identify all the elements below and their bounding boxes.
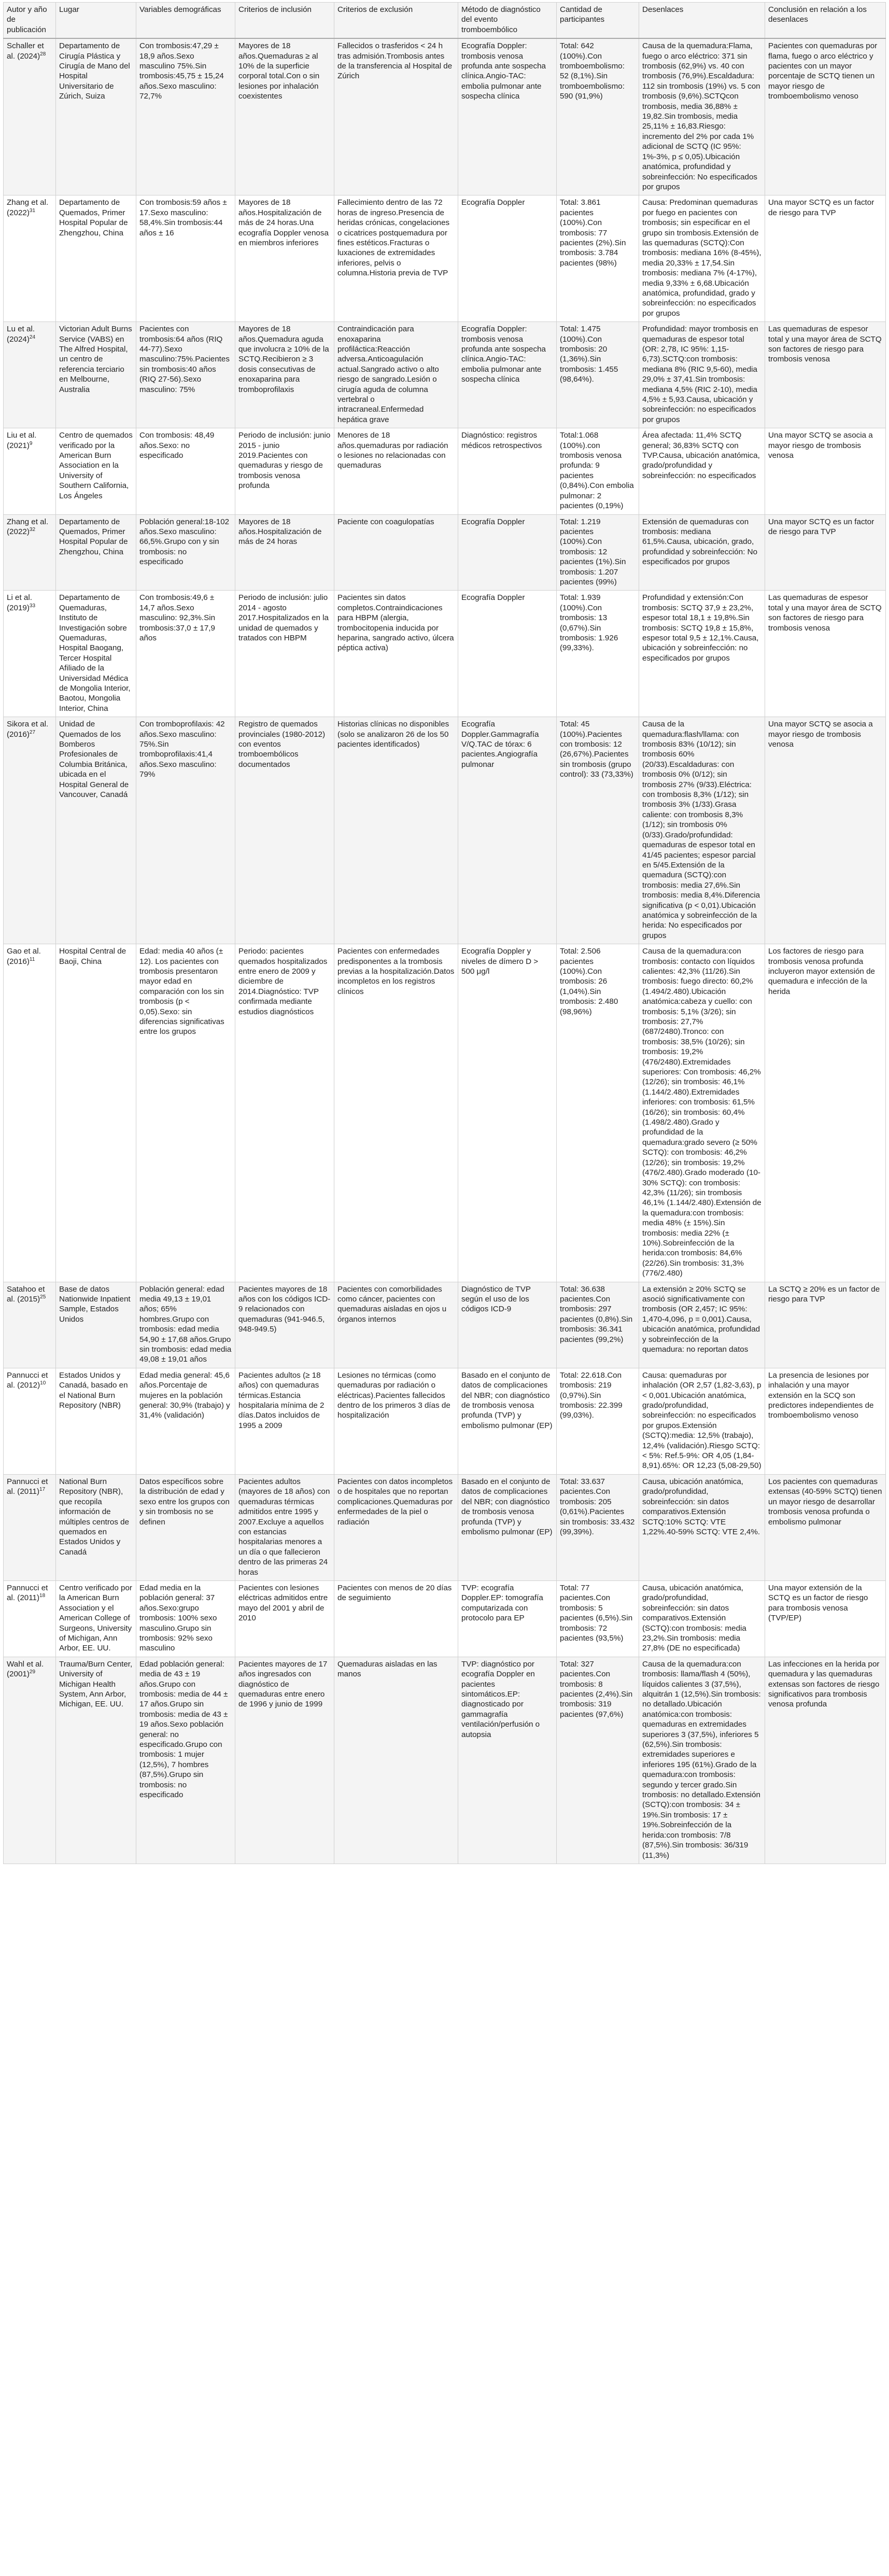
cell-outcomes: Profundidad y extensión:Con trombosis: SCTQ 37,9 ± 23,2%, espesor total 18,1 ± 19,8%.Sin trombosis: SCTQ 19,8 ± 15,8%, espesor total 9,5 ± 12,1%.Causa, ubicación y sobreinfección: no especificados por grupos bbox=[639, 591, 765, 717]
cell-conclusion: Una mayor SCTQ es un factor de riesgo para TVP bbox=[765, 195, 886, 322]
cell-inclusion: Periodo de inclusión: julio 2014 - agosto 2017.Hospitalizados en la unidad de quemados y tratados con HBPM bbox=[235, 591, 334, 717]
cell-participants: Total: 642 (100%).Con tromboembolismo: 52 (8,1%).Sin tromboembolismo: 590 (91,9%) bbox=[557, 38, 639, 195]
cell-place: Estados Unidos y Canadá, basado en el National Burn Repository (NBR) bbox=[56, 1368, 136, 1474]
cell-participants: Total:1.068 (100%).con trombosis venosa profunda: 9 pacientes (0,84%).Con embolia pulmonar: 2 pacientes (0,19%) bbox=[557, 428, 639, 514]
cell-inclusion: Mayores de 18 años.Hospitalización de más de 24 horas bbox=[235, 514, 334, 591]
header-place: Lugar bbox=[56, 3, 136, 39]
header-inclusion: Criterios de inclusión bbox=[235, 3, 334, 39]
cell-outcomes: Causa de la quemadura:con trombosis: contacto con líquidos calientes: 42,3% (11/26).Sin trombosis: fuego directo: 60,2% (1.494/2.480).Ubicación anatómica:cabeza y cuello: con trombosis: 5,1% (3/26); sin trombosis: 27,7% (687/2480).Tronco: con trombosis: 38,5% (10/26); sin trombosis: 19,2% (476/2480).Extremidades superiores: Con trombosis: 46,2% (12/26); sin trombosis: 46,1% (1.144/2.480).Extremidades inferiores: con trombosis: 61,5% (16/26); sin trombosis: 60,4% (1.498/2.480).Grado y profundidad de la quemadura:grado severo (≥ 50% SCTQ): con trombosis: 46,2% (12/26); sin trombosis: 19,2% (476/2.480).Grado moderado (10-30% SCTQ): con trombosis: 42,3% (11/26); sin trombosis 46,1% (1.144/2.480).Extensión de la quemadura:con trombosis: media 48% (± 15%).Sin trombosis: media 22% (± 10%).Sobreinfección de la herida:con trombosis: 84,6% (22/26).Sin trombosis: 31,3% (776/2.480) bbox=[639, 944, 765, 1282]
cell-inclusion: Pacientes con lesiones eléctricas admitidos entre mayo del 2001 y abril de 2010 bbox=[235, 1580, 334, 1657]
cell-outcomes: Causa de la quemadura:flash/llama: con trombosis 83% (10/12); sin trombosis 60% (20/33).Escaldaduras: con trombosis 0% (0/12); sin trombosis 27% (9/33).Eléctrica: con trombosis 8,3% (1/12); sin trombosis 3% (1/33).Grasa caliente: con trombosis 8,3% (1/12); sin trombosis 0% (0/33).Grado/profundidad: quemaduras de espesor total en 41/45 pacientes; espesor parcial en 5/45.Extensión de la quemadura (SCTQ):con trombosis: media 27,6%.Sin trombosis: media 8,4%.Diferencia significativa (p < 0,01).Ubicación anatómica y sobreinfección de la herida: No especificados por grupos bbox=[639, 717, 765, 944]
cell-demographics: Con trombosis:59 años ± 17.Sexo masculino: 58,4%.Sin trombosis:44 años ± 16 bbox=[136, 195, 235, 322]
cell-inclusion: Registro de quemados provinciales (1980-2012) con eventos tromboembólicos documentados bbox=[235, 717, 334, 944]
cell-conclusion: Los pacientes con quemaduras extensas (40-59% SCTQ) tienen un mayor riesgo de desarrollar trombosis venosa profunda o embolismo pulmonar bbox=[765, 1474, 886, 1580]
cell-method: Ecografía Doppler: trombosis venosa profunda ante sospecha clínica.Angio-TAC: embolia pulmonar ante sospecha clínica bbox=[458, 38, 557, 195]
reference-number: 28 bbox=[40, 51, 46, 57]
cell-exclusion: Fallecidos o trasferidos < 24 h tras admisión.Trombosis antes de la transferencia al Hospital de Zúrich bbox=[334, 38, 458, 195]
cell-participants: Total: 45 (100%).Pacientes con trombosis: 12 (26,67%).Pacientes sin trombosis (grupo control): 33 (73,33%) bbox=[557, 717, 639, 944]
cell-place: Departamento de Quemados, Primer Hospital Popular de Zhengzhou, China bbox=[56, 514, 136, 591]
cell-inclusion: Mayores de 18 años.Hospitalización de más de 24 horas.Una ecografía Doppler venosa en miembros inferiores bbox=[235, 195, 334, 322]
cell-participants: Total: 3.861 pacientes (100%).Con trombosis: 77 pacientes (2%).Sin trombosis: 3.784 pacientes (98%) bbox=[557, 195, 639, 322]
cell-method: Ecografía Doppler.Gammagrafía V/Q.TAC de tórax: 6 pacientes.Angiografía pulmonar bbox=[458, 717, 557, 944]
cell-conclusion: Una mayor SCTQ se asocia a mayor riesgo de trombosis venosa bbox=[765, 428, 886, 514]
cell-place: Base de datos Nationwide Inpatient Sample, Estados Unidos bbox=[56, 1282, 136, 1368]
cell-outcomes: Extensión de quemaduras con trombosis: mediana 61,5%.Causa, ubicación, grado, profundidad y sobreinfección: No especificados por grupos bbox=[639, 514, 765, 591]
author-text: Wahl et al. (2001) bbox=[7, 1659, 44, 1679]
cell-demographics: Edad población general: media de 43 ± 19 años.Grupo con trombosis: media de 44 ± 17 años.Grupo sin trombosis: media de 43 ± 19 años.Sexo población general: no especificado.Grupo con trombosis: 1 mujer (12,5%), 7 hombres (87,5%).Grupo sin trombosis: no especificado bbox=[136, 1657, 235, 1864]
cell-outcomes: Área afectada: 11,4% SCTQ general; 36,83% SCTQ con TVP.Causa, ubicación anatómica, grado/profundidad y sobreinfección: no especificados bbox=[639, 428, 765, 514]
header-row bbox=[4, 3, 886, 39]
cell-inclusion: Mayores de 18 años.Quemaduras ≥ al 10% de la superficie corporal total.Con o sin lesiones por inhalación coexistentes bbox=[235, 38, 334, 195]
reference-number: 29 bbox=[29, 1669, 36, 1675]
author-text: Pannucci et al. (2011) bbox=[7, 1583, 48, 1603]
cell-exclusion: Pacientes con enfermedades predisponentes a la trombosis previas a la hospitalización.Datos incompletos en los registros clínicos bbox=[334, 944, 458, 1282]
reference-number: 32 bbox=[29, 526, 36, 533]
table-body bbox=[4, 38, 886, 1864]
author-text: Pannucci et al. (2011) bbox=[7, 1477, 48, 1496]
header-demographics: Variables demográficas bbox=[136, 3, 235, 39]
cell-demographics: Población general:18-102 años.Sexo masculino: 66,5%.Grupo con y sin trombosis: no especificado bbox=[136, 514, 235, 591]
cell-place: National Burn Repository (NBR), que recopila información de múltiples centros de quemados en Estados Unidos y Canadá bbox=[56, 1474, 136, 1580]
table-row bbox=[4, 1474, 886, 1580]
cell-exclusion: Historias clínicas no disponibles (solo se analizaron 26 de los 50 pacientes identificados) bbox=[334, 717, 458, 944]
cell-inclusion: Pacientes mayores de 18 años con los códigos ICD-9 relacionados con quemaduras (941-946.5, 948-949.5) bbox=[235, 1282, 334, 1368]
cell-author bbox=[4, 1282, 56, 1368]
cell-inclusion: Pacientes adultos (mayores de 18 años) con quemaduras térmicas admitidos entre 1995 y 2007.Excluye a aquellos con estancias hospitalarias menores a un día o que fallecieron dentro de las primeras 24 horas bbox=[235, 1474, 334, 1580]
cell-outcomes: La extensión ≥ 20% SCTQ se asoció significativamente con trombosis (OR 2,457; IC 95%: 1,470-4,096, p = 0,001).Causa, ubicación anatómica, profundidad y sobreinfección de la quemadura: no reportan datos bbox=[639, 1282, 765, 1368]
cell-conclusion: Una mayor SCTQ se asocia a mayor riesgo de trombosis venosa bbox=[765, 717, 886, 944]
cell-method: Ecografía Doppler y niveles de dímero D > 500 μg/l bbox=[458, 944, 557, 1282]
cell-conclusion: La presencia de lesiones por inhalación y una mayor extensión en la SCQ son predictores independientes de tromboembolismo venoso bbox=[765, 1368, 886, 1474]
cell-method: Ecografía Doppler bbox=[458, 591, 557, 717]
cell-exclusion: Pacientes con menos de 20 días de seguimiento bbox=[334, 1580, 458, 1657]
cell-participants: Total: 22.618.Con trombosis: 219 (0,97%).Sin trombosis: 22.399 (99,03%). bbox=[557, 1368, 639, 1474]
author-text: Pannucci et al. (2012) bbox=[7, 1370, 48, 1390]
cell-outcomes: Causa de la quemadura:Flama, fuego o arco eléctrico: 371 sin trombosis (62,9%) vs. 40 con trombosis (76,9%).Escaldadura: 112 sin trombosis (19%) vs. 5 con trombosis (9,6%).SCTQcon trombosis, media 36,88% ± 19,82.Sin trombosis, media 25,11% ± 16,83.Riesgo: incremento del 2% por cada 1% adicional de SCTQ (IC 95%: 1%-3%, p ≤ 0,05).Ubicación anatómica, profundidad y sobreinfección: No especificados por grupos bbox=[639, 38, 765, 195]
cell-method: Diagnóstico: registros médicos retrospectivos bbox=[458, 428, 557, 514]
evidence-table bbox=[3, 2, 886, 1864]
reference-number: 10 bbox=[40, 1380, 46, 1387]
cell-method: Ecografía Doppler bbox=[458, 514, 557, 591]
table-row bbox=[4, 514, 886, 591]
table-row bbox=[4, 38, 886, 195]
cell-exclusion: Pacientes con datos incompletos o de hospitales que no reportan complicaciones.Quemaduras por enfermedades de la piel o radiación bbox=[334, 1474, 458, 1580]
cell-place: Unidad de Quemados de los Bomberos Profesionales de Columbia Británica, ubicada en el Hospital General de Vancouver, Canadá bbox=[56, 717, 136, 944]
header-author: Autor y año de publicación bbox=[4, 3, 56, 39]
cell-outcomes: Causa, ubicación anatómica, grado/profundidad, sobreinfección: sin datos comparativos.Extensión SCTQ:10% SCTQ: VTE 1,22%.40-59% SCTQ: VTE 2,4%. bbox=[639, 1474, 765, 1580]
cell-participants: Total: 327 pacientes.Con trombosis: 8 pacientes (2,4%).Sin trombosis: 319 pacientes (97,6%) bbox=[557, 1657, 639, 1864]
cell-method: TVP: diagnóstico por ecografía Doppler en pacientes sintomáticos.EP: diagnosticado por gammagrafía ventilación/perfusión o autopsia bbox=[458, 1657, 557, 1864]
cell-demographics: Edad media en la población general: 37 años.Sexo:grupo trombosis: 100% sexo masculino.Grupo sin trombosis: 92% sexo masculino bbox=[136, 1580, 235, 1657]
cell-outcomes: Causa: Predominan quemaduras por fuego en pacientes con trombosis; sin especificar en el grupo sin trombosis.Extensión de las quemaduras (SCTQ):Con trombosis: mediana 16% (8-45%), media 20,33% ± 17,54.Sin trombosis: mediana 7% (4-17%), media 9,33% ± 6,68.Ubicación anatómica, profundidad, grado y sobreinfección: no especificados por grupos bbox=[639, 195, 765, 322]
author-text: Lu et al. (2024) bbox=[7, 325, 35, 344]
cell-author bbox=[4, 1474, 56, 1580]
cell-outcomes: Profundidad: mayor trombosis en quemaduras de espesor total (OR: 2,78, IC 95%: 1,15-6,73).SCTQ:con trombosis: mediana 8% (RIC 9,5-60), media 29,0% ± 37,41.Sin trombosis: mediana 4,5% (RIC 2-10), media 4,5% ± 5,93.Causa, ubicación y sobreinfección: no especificados por grupos bbox=[639, 322, 765, 428]
cell-method: Ecografía Doppler bbox=[458, 195, 557, 322]
cell-method: TVP: ecografía Doppler.EP: tomografía computarizada con protocolo para EP bbox=[458, 1580, 557, 1657]
reference-number: 25 bbox=[40, 1294, 46, 1300]
cell-method: Diagnóstico de TVP según el uso de los códigos ICD-9 bbox=[458, 1282, 557, 1368]
cell-author bbox=[4, 1368, 56, 1474]
cell-conclusion: Pacientes con quemaduras por flama, fuego o arco eléctrico y pacientes con un mayor porcentaje de SCTQ tienen un mayor riesgo de tromboembolismo venoso bbox=[765, 38, 886, 195]
header-conclusion: Conclusión en relación a los desenlaces bbox=[765, 3, 886, 39]
cell-method: Basado en el conjunto de datos de complicaciones del NBR; con diagnóstico de trombosis venosa profunda (TVP) y embolismo pulmonar (EP) bbox=[458, 1474, 557, 1580]
cell-exclusion: Paciente con coagulopatías bbox=[334, 514, 458, 591]
cell-outcomes: Causa: quemaduras por inhalación (OR 2,57 (1,82-3,63), p < 0,001.Ubicación anatómica, grado/profundidad, sobreinfección: no especificados por grupos.Extensión (SCTQ):media: 12,5% (trabajo), 12,4% (validación).Riesgo SCTQ: < 5%: Ref.5-9%: OR 4,05 (1,84-8,91).65%: OR 12,23 (5,08-29,50) bbox=[639, 1368, 765, 1474]
author-text: Li et al. (2019) bbox=[7, 593, 32, 612]
cell-method: Ecografía Doppler: trombosis venosa profunda ante sospecha clínica.Angio-TAC: embolia pulmonar ante sospecha clínica bbox=[458, 322, 557, 428]
cell-demographics: Población general: edad media 49,13 ± 19,01 años; 65% hombres.Grupo con trombosis: edad media 54,90 ± 17,68 años.Grupo sin trombosis: edad media 49,08 ± 19,01 años bbox=[136, 1282, 235, 1368]
cell-conclusion: Las infecciones en la herida por quemadura y las quemaduras extensas son factores de riesgo significativos para trombosis venosa profunda bbox=[765, 1657, 886, 1864]
cell-demographics: Con trombosis: 48,49 años.Sexo: no especificado bbox=[136, 428, 235, 514]
cell-participants: Total: 1.475 (100%).Con trombosis: 20 (1,36%).Sin trombosis: 1.455 (98,64%). bbox=[557, 322, 639, 428]
cell-exclusion: Quemaduras aisladas en las manos bbox=[334, 1657, 458, 1864]
cell-inclusion: Periodo de inclusión: junio 2015 - junio 2019.Pacientes con quemaduras y riesgo de trombosis venosa profunda bbox=[235, 428, 334, 514]
header-outcomes: Desenlaces bbox=[639, 3, 765, 39]
table-row bbox=[4, 591, 886, 717]
author-text: Liu et al. (2021) bbox=[7, 431, 37, 450]
cell-demographics: Edad: media 40 años (± 12). Los pacientes con trombosis presentaron mayor edad en comparación con los sin trombosis (p < 0,05).Sexo: sin diferencias significativas entre los grupos bbox=[136, 944, 235, 1282]
cell-demographics: Con trombosis:49,6 ± 14,7 años.Sexo masculino: 92,3%.Sin trombosis:37,0 ± 17,9 años bbox=[136, 591, 235, 717]
cell-exclusion: Lesiones no térmicas (como quemaduras por radiación o eléctricas).Pacientes fallecidos dentro de los primeros 3 días de hospitalización bbox=[334, 1368, 458, 1474]
cell-participants: Total: 36.638 pacientes.Con trombosis: 297 pacientes (0,8%).Sin trombosis: 36.341 pacientes (99,2%) bbox=[557, 1282, 639, 1368]
cell-demographics: Con tromboprofilaxis: 42 años.Sexo masculino: 75%.Sin tromboprofilaxis:41,4 años.Sexo masculino: 79% bbox=[136, 717, 235, 944]
table-header bbox=[4, 3, 886, 39]
cell-place: Departamento de Quemaduras, Instituto de Investigación sobre Quemaduras, Hospital Baogang, Tercer Hospital Afiliado de la Universidad Médica de Mongolia Interior, Baotou, Mongolia Interior, China bbox=[56, 591, 136, 717]
cell-place: Departamento de Quemados, Primer Hospital Popular de Zhengzhou, China bbox=[56, 195, 136, 322]
table-row bbox=[4, 1657, 886, 1864]
author-text: Zhang et al. (2022) bbox=[7, 517, 49, 536]
cell-inclusion: Pacientes adultos (≥ 18 años) con quemaduras térmicas.Estancia hospitalaria mínima de 2 días.Datos incluidos de 1995 a 2009 bbox=[235, 1368, 334, 1474]
table-row bbox=[4, 1282, 886, 1368]
author-text: Satahoo et al. (2015) bbox=[7, 1284, 45, 1304]
cell-place: Centro de quemados verificado por la American Burn Association en la University of Southern California, Los Ángeles bbox=[56, 428, 136, 514]
cell-exclusion: Pacientes sin datos completos.Contraindicaciones para HBPM (alergia, trombocitopenia inducida por heparina, sangrado activo, úlcera péptica activa) bbox=[334, 591, 458, 717]
cell-inclusion: Pacientes mayores de 17 años ingresados con diagnóstico de quemaduras entre enero de 1996 y junio de 1999 bbox=[235, 1657, 334, 1864]
header-exclusion: Criterios de exclusión bbox=[334, 3, 458, 39]
evidence-table-container bbox=[3, 2, 885, 1864]
author-text: Gao et al. (2016) bbox=[7, 947, 41, 966]
cell-outcomes: Causa de la quemadura:con trombosis: llama/flash 4 (50%), líquidos calientes 3 (37,5%), alquitrán 1 (12,5%).Sin trombosis: no detallado.Ubicación anatómica:con trombosis: quemaduras en extremidades superiores 3 (37,5%), inferiores 5 (62,5%).Sin trombosis: extremidades superiores e inferiores 195 (61%).Grado de la quemadura:con trombosis: segundo y tercer grado.Sin trombosis: no detallado.Extensión (SCTQ):con trombosis: 34 ± 19%.Sin trombosis: 17 ± 19%.Sobreinfección de la herida:con trombosis: 7/8 (87,5%).Sin trombosis: 36/319 (11,3%) bbox=[639, 1657, 765, 1864]
cell-author bbox=[4, 195, 56, 322]
cell-exclusion: Pacientes con comorbilidades como cáncer, pacientes con quemaduras aisladas en ojos u órganos internos bbox=[334, 1282, 458, 1368]
header-method: Método de diagnóstico del evento tromboembólico bbox=[458, 3, 557, 39]
cell-author bbox=[4, 591, 56, 717]
cell-participants: Total: 1.939 (100%).Con trombosis: 13 (0,67%).Sin trombosis: 1.926 (99,33%). bbox=[557, 591, 639, 717]
cell-demographics: Con trombosis:47,29 ± 18,9 años.Sexo masculino 75%.Sin trombosis:45,75 ± 15,24 años.Sexo masculino: 72,7% bbox=[136, 38, 235, 195]
cell-participants: Total: 2.506 pacientes (100%).Con trombosis: 26 (1,04%).Sin trombosis: 2.480 (98,96%) bbox=[557, 944, 639, 1282]
table-row bbox=[4, 322, 886, 428]
cell-outcomes: Causa, ubicación anatómica, grado/profundidad, sobreinfección: sin datos comparativos.Extensión (SCTQ):con trombosis: media 23,2%.Sin trombosis: media 27,8% (DE no especificada) bbox=[639, 1580, 765, 1657]
cell-author bbox=[4, 944, 56, 1282]
cell-exclusion: Menores de 18 años.quemaduras por radiación o lesiones no relacionadas con quemaduras bbox=[334, 428, 458, 514]
reference-number: 33 bbox=[29, 603, 36, 609]
cell-participants: Total: 33.637 pacientes.Con trombosis: 205 (0,61%).Pacientes sin trombosis: 33.432 (99,39%). bbox=[557, 1474, 639, 1580]
author-text: Sikora et al. (2016) bbox=[7, 720, 49, 739]
header-participants: Cantidad de participantes bbox=[557, 3, 639, 39]
cell-author bbox=[4, 428, 56, 514]
cell-inclusion: Periodo: pacientes quemados hospitalizados entre enero de 2009 y diciembre de 2014.Diagnóstico: TVP confirmada mediante estudios diagnósticos bbox=[235, 944, 334, 1282]
cell-author bbox=[4, 717, 56, 944]
cell-author bbox=[4, 1657, 56, 1864]
cell-demographics: Pacientes con trombosis:64 años (RIQ 44-77).Sexo masculino:75%.Pacientes sin trombosis:40 años (RIQ 27-56).Sexo masculino: 75% bbox=[136, 322, 235, 428]
reference-number: 18 bbox=[39, 1593, 46, 1599]
cell-demographics: Edad media general: 45,6 años.Porcentaje de mujeres en la población general: 30,9% (trabajo) y 31,4% (validación) bbox=[136, 1368, 235, 1474]
reference-number: 11 bbox=[29, 956, 35, 962]
author-text: Schaller et al. (2024) bbox=[7, 41, 44, 61]
cell-author bbox=[4, 1580, 56, 1657]
cell-conclusion: Las quemaduras de espesor total y una mayor área de SCTQ son factores de riesgo para trombosis venosa bbox=[765, 322, 886, 428]
cell-author bbox=[4, 514, 56, 591]
table-row bbox=[4, 717, 886, 944]
table-row bbox=[4, 428, 886, 514]
reference-number: 9 bbox=[29, 440, 33, 446]
cell-participants: Total: 1.219 pacientes (100%).Con trombosis: 12 pacientes (1%).Sin trombosis: 1.207 pacientes (99%) bbox=[557, 514, 639, 591]
cell-conclusion: Una mayor extensión de la SCTQ es un factor de riesgo para trombosis venosa (TVP/EP) bbox=[765, 1580, 886, 1657]
cell-conclusion: Una mayor SCTQ es un factor de riesgo para TVP bbox=[765, 514, 886, 591]
cell-conclusion: La SCTQ ≥ 20% es un factor de riesgo para TVP bbox=[765, 1282, 886, 1368]
author-text: Zhang et al. (2022) bbox=[7, 198, 49, 217]
reference-number: 27 bbox=[29, 729, 36, 735]
cell-place: Departamento de Cirugía Plástica y Cirugía de Mano del Hospital Universitario de Zúrich, Suiza bbox=[56, 38, 136, 195]
cell-author bbox=[4, 38, 56, 195]
reference-number: 31 bbox=[29, 207, 36, 214]
cell-author bbox=[4, 322, 56, 428]
cell-place: Victorian Adult Burns Service (VABS) en The Alfred Hospital, un centro de referencia terciario en Melbourne, Australia bbox=[56, 322, 136, 428]
table-row bbox=[4, 1580, 886, 1657]
table-row bbox=[4, 195, 886, 322]
cell-method: Basado en el conjunto de datos de complicaciones del NBR; con diagnóstico de trombosis venosa profunda (TVP) y embolismo pulmonar (EP) bbox=[458, 1368, 557, 1474]
table-row bbox=[4, 1368, 886, 1474]
cell-conclusion: Los factores de riesgo para trombosis venosa profunda incluyeron mayor extensión de quemadura e infección de la herida bbox=[765, 944, 886, 1282]
cell-conclusion: Las quemaduras de espesor total y una mayor área de SCTQ son factores de riesgo para trombosis venosa bbox=[765, 591, 886, 717]
cell-place: Hospital Central de Baoji, China bbox=[56, 944, 136, 1282]
cell-inclusion: Mayores de 18 años.Quemadura aguda que involucra ≥ 10% de la SCTQ.Recibieron ≥ 3 dosis consecutivas de enoxaparina para tromboprofilaxis bbox=[235, 322, 334, 428]
table-row bbox=[4, 944, 886, 1282]
cell-place: Trauma/Burn Center, University of Michigan Health System, Ann Arbor, Michigan, EE. UU. bbox=[56, 1657, 136, 1864]
cell-demographics: Datos específicos sobre la distribución de edad y sexo entre los grupos con y sin trombosis no se definen bbox=[136, 1474, 235, 1580]
reference-number: 24 bbox=[29, 334, 36, 340]
reference-number: 17 bbox=[39, 1487, 46, 1493]
cell-participants: Total: 77 pacientes.Con trombosis: 5 pacientes (6,5%).Sin trombosis: 72 pacientes (93,5%) bbox=[557, 1580, 639, 1657]
cell-exclusion: Fallecimiento dentro de las 72 horas de ingreso.Presencia de heridas crónicas, congelaciones o cicatrices postquemadura por fines estéticos.Fracturas o luxaciones de extremidades inferiores, pelvis o columna.Historia previa de TVP bbox=[334, 195, 458, 322]
cell-exclusion: Contraindicación para enoxaparina profiláctica:Reacción adversa.Anticoagulación actual.Sangrado activo o alto riesgo de sangrado.Lesión o cirugía aguda de columna vertebral o intracraneal.Enfermedad hepática grave bbox=[334, 322, 458, 428]
cell-place: Centro verificado por la American Burn Association y el American College of Surgeons, University of Michigan, Ann Arbor, EE. UU. bbox=[56, 1580, 136, 1657]
